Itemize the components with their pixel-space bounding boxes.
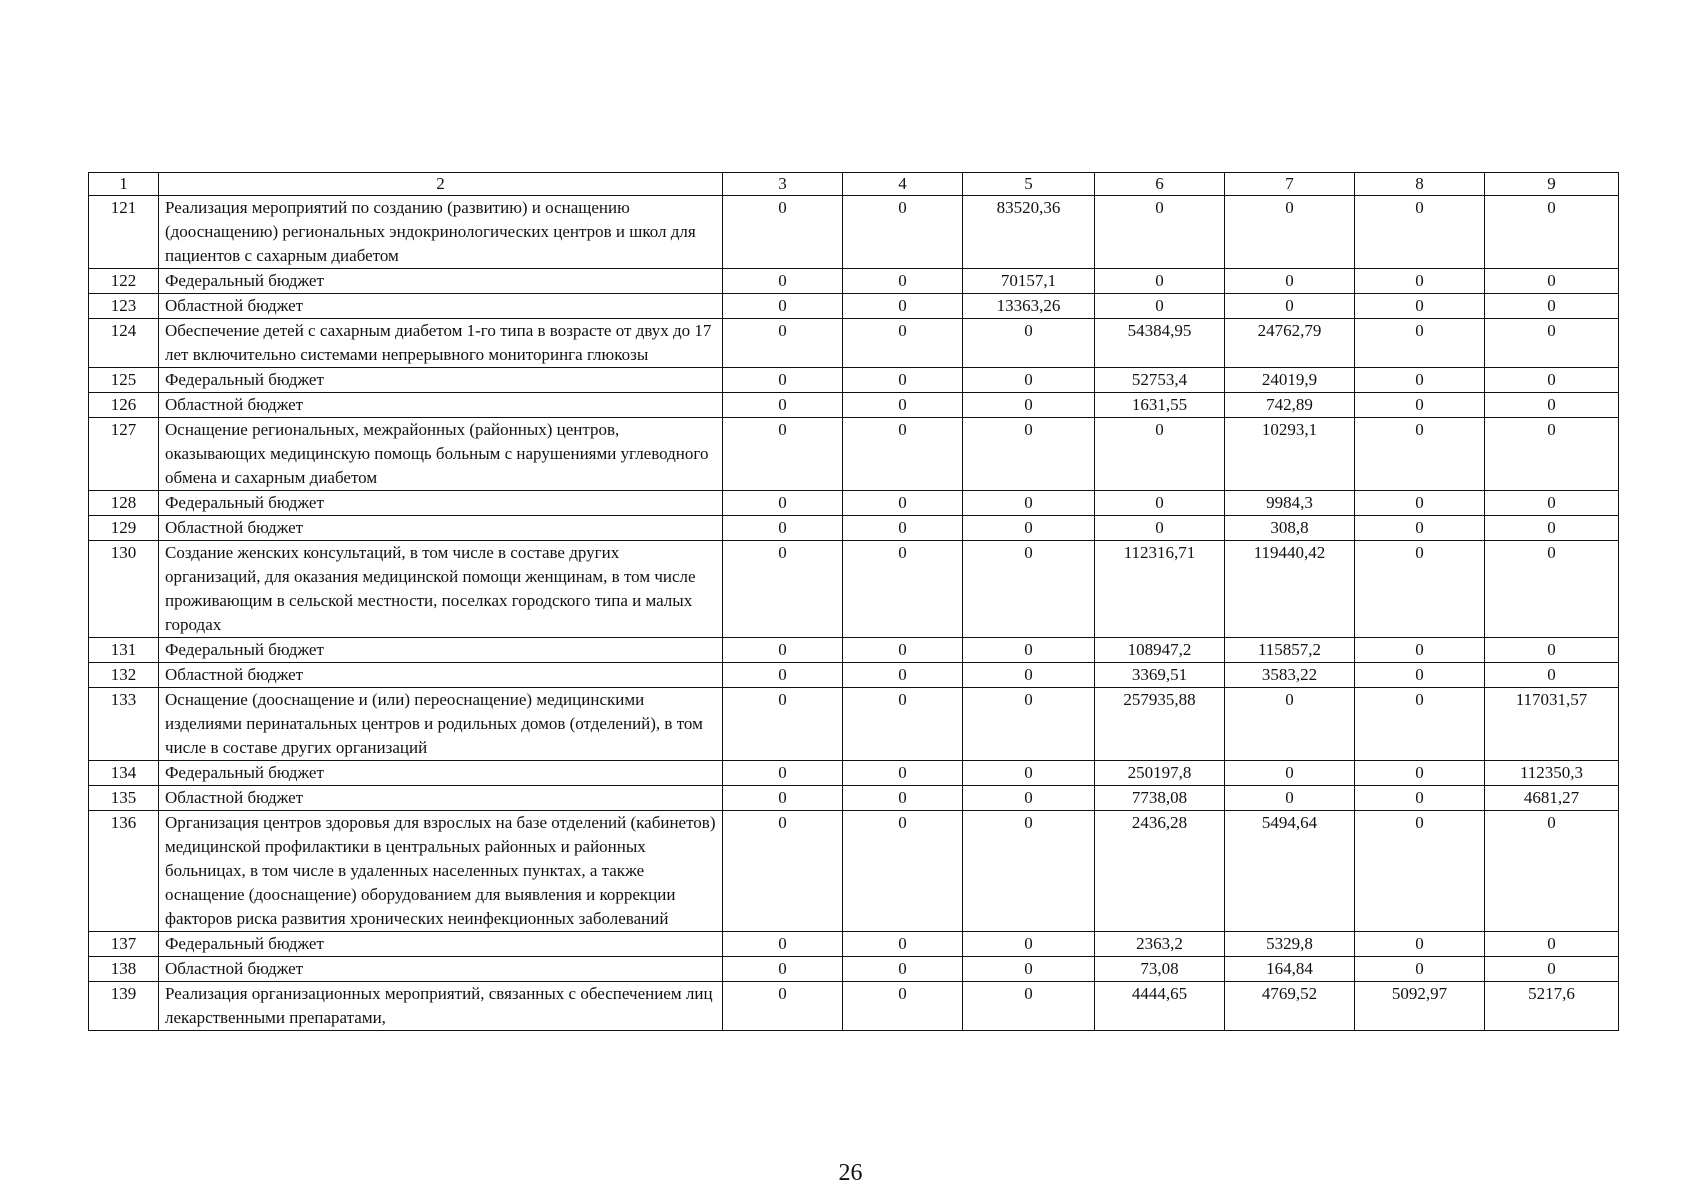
value-cell-col-5: 70157,1: [963, 269, 1095, 294]
column-header-9: 9: [1485, 173, 1619, 196]
column-header-8: 8: [1355, 173, 1485, 196]
value-cell-col-4: 0: [843, 811, 963, 932]
value-cell-col-8: 0: [1355, 663, 1485, 688]
value-cell-col-6: 7738,08: [1095, 786, 1225, 811]
value-cell-col-9: 0: [1485, 932, 1619, 957]
value-cell-col-5: 0: [963, 761, 1095, 786]
value-cell-col-3: 0: [723, 368, 843, 393]
table-row: [89, 761, 1619, 786]
value-cell-col-5: 0: [963, 368, 1095, 393]
table-row: [89, 491, 1619, 516]
value-cell-col-9: 0: [1485, 393, 1619, 418]
value-cell-col-8: 0: [1355, 393, 1485, 418]
value-cell-col-9: 0: [1485, 663, 1619, 688]
value-cell-col-3: 0: [723, 957, 843, 982]
value-cell-col-4: 0: [843, 294, 963, 319]
row-description: Оснащение региональных, межрайонных (районных) центров, оказывающих медицинскую помощь больным с нарушениями углеводного обмена и сахарным диабетом: [159, 418, 723, 491]
row-number: 122: [89, 269, 159, 294]
value-cell-col-6: 250197,8: [1095, 761, 1225, 786]
value-cell-col-7: 24019,9: [1225, 368, 1355, 393]
header-row: [89, 173, 1619, 196]
table-row: [89, 688, 1619, 761]
value-cell-col-4: 0: [843, 786, 963, 811]
row-number: 135: [89, 786, 159, 811]
value-cell-col-7: 308,8: [1225, 516, 1355, 541]
value-cell-col-8: 5092,97: [1355, 982, 1485, 1031]
value-cell-col-3: 0: [723, 638, 843, 663]
value-cell-col-4: 0: [843, 516, 963, 541]
value-cell-col-3: 0: [723, 786, 843, 811]
value-cell-col-8: 0: [1355, 761, 1485, 786]
value-cell-col-6: 0: [1095, 294, 1225, 319]
table-row: [89, 663, 1619, 688]
row-description: Федеральный бюджет: [159, 269, 723, 294]
value-cell-col-8: 0: [1355, 786, 1485, 811]
value-cell-col-6: 4444,65: [1095, 982, 1225, 1031]
row-description: Федеральный бюджет: [159, 932, 723, 957]
value-cell-col-7: 5494,64: [1225, 811, 1355, 932]
table-row: [89, 196, 1619, 269]
table-row: [89, 516, 1619, 541]
row-description: Федеральный бюджет: [159, 761, 723, 786]
value-cell-col-5: 0: [963, 638, 1095, 663]
row-description: Организация центров здоровья для взрослых на базе отделений (кабинетов) медицинской профилактики в центральных районных и районных больницах, в том числе в удаленных населенных пунктах, а также оснащение (дооснащение) оборудованием для выявления и коррекции факторов риска развития хронических неинфекционных заболеваний: [159, 811, 723, 932]
value-cell-col-7: 3583,22: [1225, 663, 1355, 688]
value-cell-col-6: 1631,55: [1095, 393, 1225, 418]
value-cell-col-9: 4681,27: [1485, 786, 1619, 811]
row-description: Обеспечение детей с сахарным диабетом 1-го типа в возрасте от двух до 17 лет включительно системами непрерывного мониторинга глюкозы: [159, 319, 723, 368]
value-cell-col-5: 0: [963, 932, 1095, 957]
value-cell-col-7: 0: [1225, 761, 1355, 786]
value-cell-col-8: 0: [1355, 541, 1485, 638]
column-header-7: 7: [1225, 173, 1355, 196]
value-cell-col-4: 0: [843, 663, 963, 688]
value-cell-col-4: 0: [843, 932, 963, 957]
value-cell-col-6: 52753,4: [1095, 368, 1225, 393]
row-number: 138: [89, 957, 159, 982]
value-cell-col-6: 0: [1095, 491, 1225, 516]
row-description: Областной бюджет: [159, 294, 723, 319]
row-number: 137: [89, 932, 159, 957]
value-cell-col-7: 24762,79: [1225, 319, 1355, 368]
value-cell-col-3: 0: [723, 319, 843, 368]
value-cell-col-3: 0: [723, 982, 843, 1031]
column-header-2: 2: [159, 173, 723, 196]
table-row: [89, 982, 1619, 1031]
value-cell-col-4: 0: [843, 196, 963, 269]
column-header-1: 1: [89, 173, 159, 196]
value-cell-col-6: 0: [1095, 418, 1225, 491]
row-number: 131: [89, 638, 159, 663]
row-description: Областной бюджет: [159, 786, 723, 811]
value-cell-col-9: 5217,6: [1485, 982, 1619, 1031]
row-number: 123: [89, 294, 159, 319]
table-row: [89, 811, 1619, 932]
value-cell-col-7: 4769,52: [1225, 982, 1355, 1031]
value-cell-col-4: 0: [843, 393, 963, 418]
table-row: [89, 368, 1619, 393]
table-row: [89, 638, 1619, 663]
row-description: Реализация организационных мероприятий, связанных с обеспечением лиц лекарственными препаратами,: [159, 982, 723, 1031]
value-cell-col-7: 164,84: [1225, 957, 1355, 982]
budget-table: [88, 172, 1619, 1031]
row-number: 125: [89, 368, 159, 393]
table-row: [89, 541, 1619, 638]
value-cell-col-4: 0: [843, 982, 963, 1031]
row-number: 130: [89, 541, 159, 638]
table-row: [89, 393, 1619, 418]
value-cell-col-6: 0: [1095, 516, 1225, 541]
table-row: [89, 786, 1619, 811]
row-description: Создание женских консультаций, в том числе в составе других организаций, для оказания медицинской помощи женщинам, в том числе проживающим в сельской местности, поселках городского типа и малых городах: [159, 541, 723, 638]
value-cell-col-8: 0: [1355, 491, 1485, 516]
table-row: [89, 269, 1619, 294]
row-number: 129: [89, 516, 159, 541]
value-cell-col-6: 2363,2: [1095, 932, 1225, 957]
value-cell-col-5: 0: [963, 491, 1095, 516]
value-cell-col-5: 13363,26: [963, 294, 1095, 319]
value-cell-col-5: 0: [963, 418, 1095, 491]
value-cell-col-3: 0: [723, 761, 843, 786]
row-number: 126: [89, 393, 159, 418]
value-cell-col-7: 9984,3: [1225, 491, 1355, 516]
value-cell-col-3: 0: [723, 516, 843, 541]
table-row: [89, 294, 1619, 319]
table-row: [89, 319, 1619, 368]
table-row: [89, 418, 1619, 491]
value-cell-col-9: 117031,57: [1485, 688, 1619, 761]
value-cell-col-9: 0: [1485, 516, 1619, 541]
value-cell-col-9: 0: [1485, 368, 1619, 393]
value-cell-col-7: 0: [1225, 688, 1355, 761]
value-cell-col-5: 0: [963, 393, 1095, 418]
value-cell-col-5: 0: [963, 319, 1095, 368]
value-cell-col-5: 0: [963, 786, 1095, 811]
row-number: 121: [89, 196, 159, 269]
value-cell-col-6: 2436,28: [1095, 811, 1225, 932]
row-description: Областной бюджет: [159, 663, 723, 688]
value-cell-col-8: 0: [1355, 269, 1485, 294]
column-header-3: 3: [723, 173, 843, 196]
value-cell-col-5: 0: [963, 982, 1095, 1031]
table-row: [89, 957, 1619, 982]
value-cell-col-7: 119440,42: [1225, 541, 1355, 638]
value-cell-col-8: 0: [1355, 688, 1485, 761]
value-cell-col-8: 0: [1355, 368, 1485, 393]
value-cell-col-7: 0: [1225, 269, 1355, 294]
column-header-5: 5: [963, 173, 1095, 196]
value-cell-col-7: 742,89: [1225, 393, 1355, 418]
value-cell-col-4: 0: [843, 319, 963, 368]
value-cell-col-3: 0: [723, 663, 843, 688]
value-cell-col-4: 0: [843, 491, 963, 516]
value-cell-col-3: 0: [723, 932, 843, 957]
row-description: Областной бюджет: [159, 393, 723, 418]
value-cell-col-5: 0: [963, 516, 1095, 541]
value-cell-col-6: 108947,2: [1095, 638, 1225, 663]
value-cell-col-3: 0: [723, 688, 843, 761]
value-cell-col-5: 0: [963, 663, 1095, 688]
row-description: Федеральный бюджет: [159, 491, 723, 516]
column-header-6: 6: [1095, 173, 1225, 196]
value-cell-col-8: 0: [1355, 418, 1485, 491]
value-cell-col-4: 0: [843, 761, 963, 786]
value-cell-col-9: 0: [1485, 638, 1619, 663]
value-cell-col-5: 0: [963, 688, 1095, 761]
value-cell-col-6: 0: [1095, 196, 1225, 269]
value-cell-col-3: 0: [723, 269, 843, 294]
value-cell-col-8: 0: [1355, 638, 1485, 663]
value-cell-col-3: 0: [723, 393, 843, 418]
value-cell-col-8: 0: [1355, 932, 1485, 957]
value-cell-col-4: 0: [843, 269, 963, 294]
value-cell-col-9: 0: [1485, 491, 1619, 516]
row-description: Оснащение (дооснащение и (или) переоснащение) медицинскими изделиями перинатальных центров и родильных домов (отделений), в том числе в составе других организаций: [159, 688, 723, 761]
value-cell-col-9: 112350,3: [1485, 761, 1619, 786]
row-number: 132: [89, 663, 159, 688]
row-number: 134: [89, 761, 159, 786]
page-number: 26: [838, 1160, 863, 1186]
value-cell-col-8: 0: [1355, 516, 1485, 541]
value-cell-col-8: 0: [1355, 957, 1485, 982]
value-cell-col-9: 0: [1485, 541, 1619, 638]
column-header-4: 4: [843, 173, 963, 196]
value-cell-col-6: 54384,95: [1095, 319, 1225, 368]
value-cell-col-5: 0: [963, 957, 1095, 982]
value-cell-col-7: 115857,2: [1225, 638, 1355, 663]
value-cell-col-9: 0: [1485, 196, 1619, 269]
value-cell-col-9: 0: [1485, 418, 1619, 491]
value-cell-col-9: 0: [1485, 294, 1619, 319]
value-cell-col-4: 0: [843, 418, 963, 491]
value-cell-col-7: 10293,1: [1225, 418, 1355, 491]
value-cell-col-7: 0: [1225, 786, 1355, 811]
row-description: Федеральный бюджет: [159, 368, 723, 393]
value-cell-col-5: 0: [963, 541, 1095, 638]
value-cell-col-7: 0: [1225, 294, 1355, 319]
value-cell-col-3: 0: [723, 294, 843, 319]
value-cell-col-3: 0: [723, 491, 843, 516]
value-cell-col-3: 0: [723, 811, 843, 932]
row-description: Федеральный бюджет: [159, 638, 723, 663]
row-description: Областной бюджет: [159, 516, 723, 541]
value-cell-col-6: 0: [1095, 269, 1225, 294]
value-cell-col-9: 0: [1485, 811, 1619, 932]
row-number: 133: [89, 688, 159, 761]
value-cell-col-6: 112316,71: [1095, 541, 1225, 638]
row-description: Реализация мероприятий по созданию (развитию) и оснащению (дооснащению) региональных эндокринологических центров и школ для пациентов с сахарным диабетом: [159, 196, 723, 269]
value-cell-col-5: 83520,36: [963, 196, 1095, 269]
value-cell-col-4: 0: [843, 368, 963, 393]
value-cell-col-3: 0: [723, 541, 843, 638]
value-cell-col-6: 3369,51: [1095, 663, 1225, 688]
value-cell-col-4: 0: [843, 638, 963, 663]
value-cell-col-7: 5329,8: [1225, 932, 1355, 957]
value-cell-col-4: 0: [843, 688, 963, 761]
value-cell-col-6: 257935,88: [1095, 688, 1225, 761]
value-cell-col-6: 73,08: [1095, 957, 1225, 982]
value-cell-col-9: 0: [1485, 957, 1619, 982]
row-number: 139: [89, 982, 159, 1031]
value-cell-col-4: 0: [843, 541, 963, 638]
value-cell-col-5: 0: [963, 811, 1095, 932]
value-cell-col-9: 0: [1485, 319, 1619, 368]
value-cell-col-4: 0: [843, 957, 963, 982]
value-cell-col-8: 0: [1355, 294, 1485, 319]
row-description: Областной бюджет: [159, 957, 723, 982]
value-cell-col-8: 0: [1355, 811, 1485, 932]
value-cell-col-9: 0: [1485, 269, 1619, 294]
row-number: 136: [89, 811, 159, 932]
table-row: [89, 932, 1619, 957]
value-cell-col-8: 0: [1355, 196, 1485, 269]
row-number: 124: [89, 319, 159, 368]
value-cell-col-8: 0: [1355, 319, 1485, 368]
value-cell-col-3: 0: [723, 196, 843, 269]
value-cell-col-3: 0: [723, 418, 843, 491]
value-cell-col-7: 0: [1225, 196, 1355, 269]
row-number: 127: [89, 418, 159, 491]
row-number: 128: [89, 491, 159, 516]
